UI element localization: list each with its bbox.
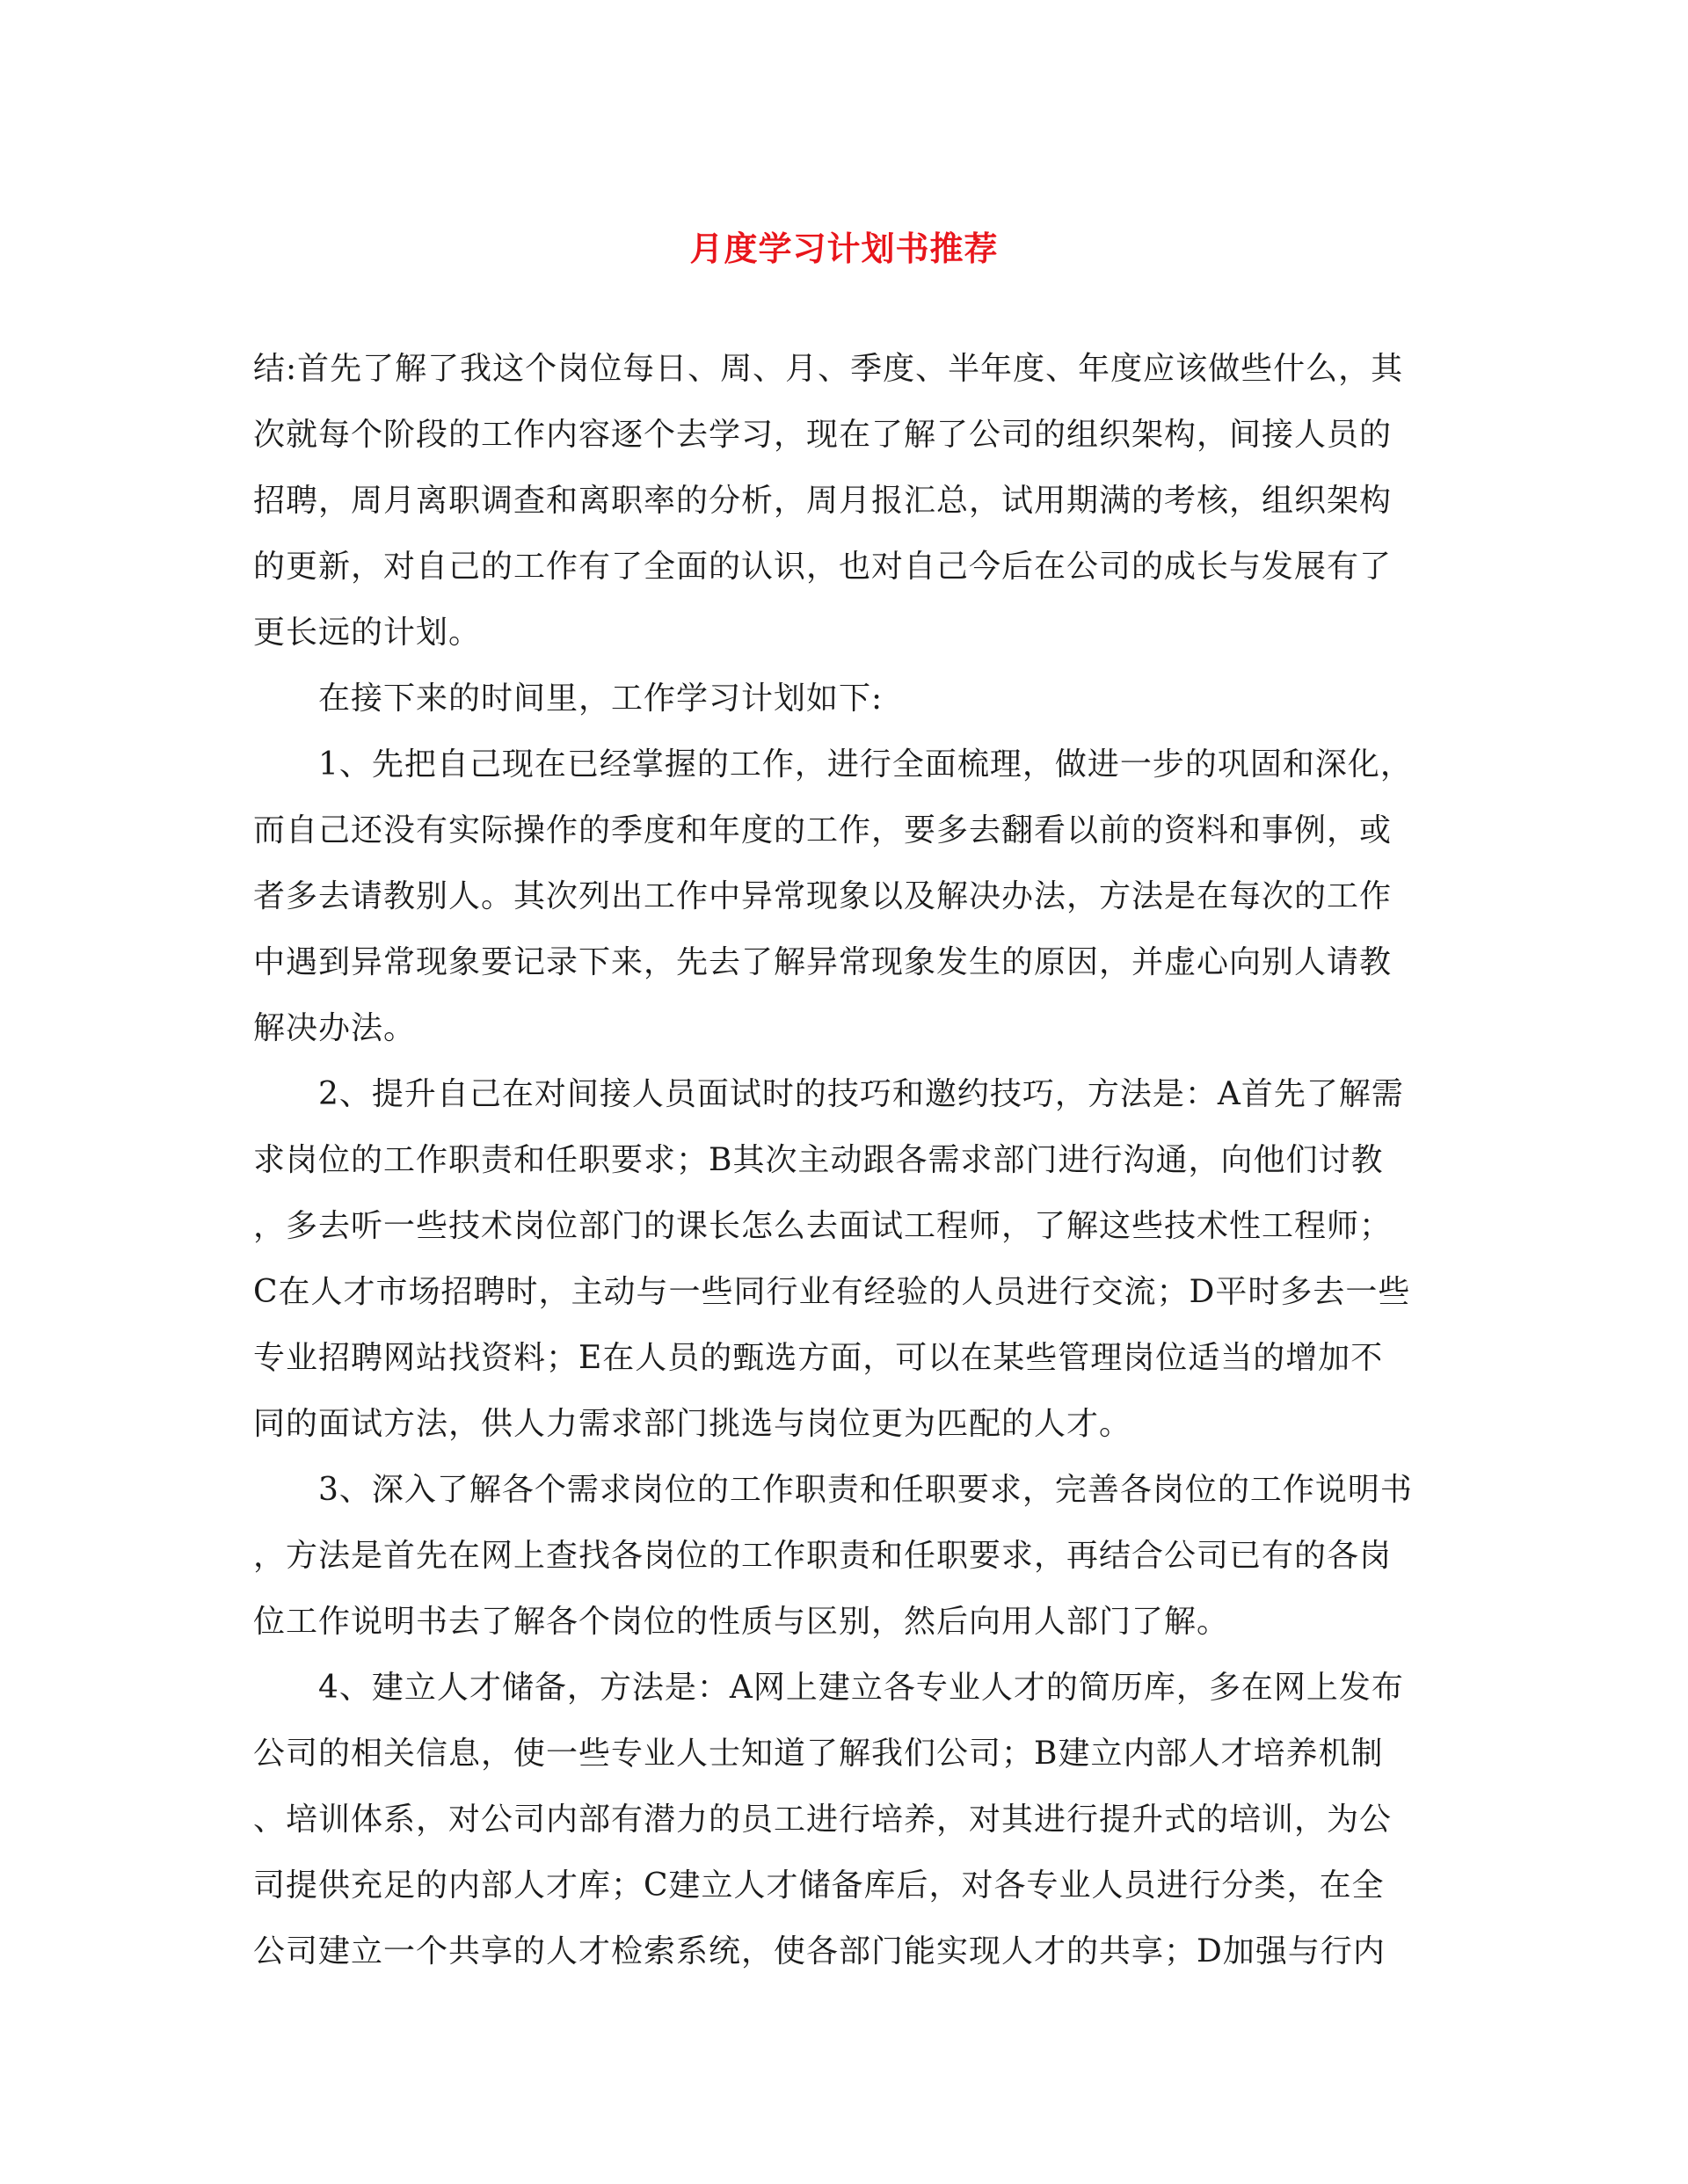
text-line: 更长远的计划。: [253, 615, 482, 651]
text-line: 公司建立一个共享的人才检索系统，使各部门能实现人才的共享；D加强与行内: [253, 1933, 1386, 1969]
text-line: 公司的相关信息，使一些专业人士知道了解我们公司；B建立内部人才培养机制: [253, 1736, 1384, 1772]
text-line: 而自己还没有实际操作的季度和年度的工作，要多去翻看以前的资料和事例，或: [253, 812, 1393, 848]
text-line: 专业招聘网站找资料；E在人员的甄选方面，可以在某些管理岗位适当的增加不: [253, 1340, 1384, 1376]
text-line: 3、深入了解各个需求岗位的工作职责和任职要求，完善各岗位的工作说明书: [253, 1472, 1413, 1508]
text-line: 2、提升自己在对间接人员面试时的技巧和邀约技巧，方法是：A首先了解需: [253, 1076, 1404, 1112]
document-body: [253, 336, 1435, 1984]
text-line: 者多去请教别人。其次列出工作中异常现象以及解决办法，方法是在每次的工作: [253, 878, 1393, 914]
text-line: 在接下来的时间里，工作学习计划如下:: [253, 681, 884, 717]
text-line: 解决办法。: [253, 1010, 417, 1046]
document-title: 月度学习计划书推荐: [689, 229, 999, 268]
text-line: 求岗位的工作职责和任职要求；B其次主动跟各需求部门进行沟通，向他们讨教: [253, 1142, 1384, 1178]
text-line: 的更新，对自己的工作有了全面的认识，也对自己今后在公司的成长与发展有了: [253, 549, 1393, 585]
text-line: 、培训体系，对公司内部有潜力的员工进行培养，对其进行提升式的培训，为公: [253, 1802, 1393, 1838]
text-line: 结:首先了解了我这个岗位每日、周、月、季度、半年度、年度应该做些什么，其: [253, 351, 1404, 387]
text-line: 中遇到异常现象要记录下来，先去了解异常现象发生的原因，并虚心向别人请教: [253, 944, 1393, 980]
text-line: C在人才市场招聘时，主动与一些同行业有经验的人员进行交流；D平时多去一些: [253, 1274, 1411, 1310]
text-line: 1、先把自己现在已经掌握的工作，进行全面梳理，做进一步的巩固和深化，: [253, 746, 1413, 783]
text-line: ，多去听一些技术岗位部门的课长怎么去面试工程师，了解这些技术性工程师；: [253, 1208, 1393, 1244]
text-line: 司提供充足的内部人才库；C建立人才储备库后，对各专业人员进行分类，在全: [253, 1867, 1385, 1904]
text-line: 4、建立人才储备，方法是：A网上建立各专业人才的简历库，多在网上发布: [253, 1670, 1404, 1706]
text-line: ，方法是首先在网上查找各岗位的工作职责和任职要求，再结合公司已有的各岗: [253, 1538, 1393, 1574]
text-line: 位工作说明书去了解各个岗位的性质与区别，然后向用人部门了解。: [253, 1604, 1230, 1640]
text-line: 同的面试方法，供人力需求部门挑选与岗位更为匹配的人才。: [253, 1406, 1132, 1442]
text-line: 次就每个阶段的工作内容逐个去学习，现在了解了公司的组织架构，间接人员的: [253, 417, 1393, 453]
text-line: 招聘，周月离职调查和离职率的分析，周月报汇总，试用期满的考核，组织架构: [253, 483, 1393, 519]
